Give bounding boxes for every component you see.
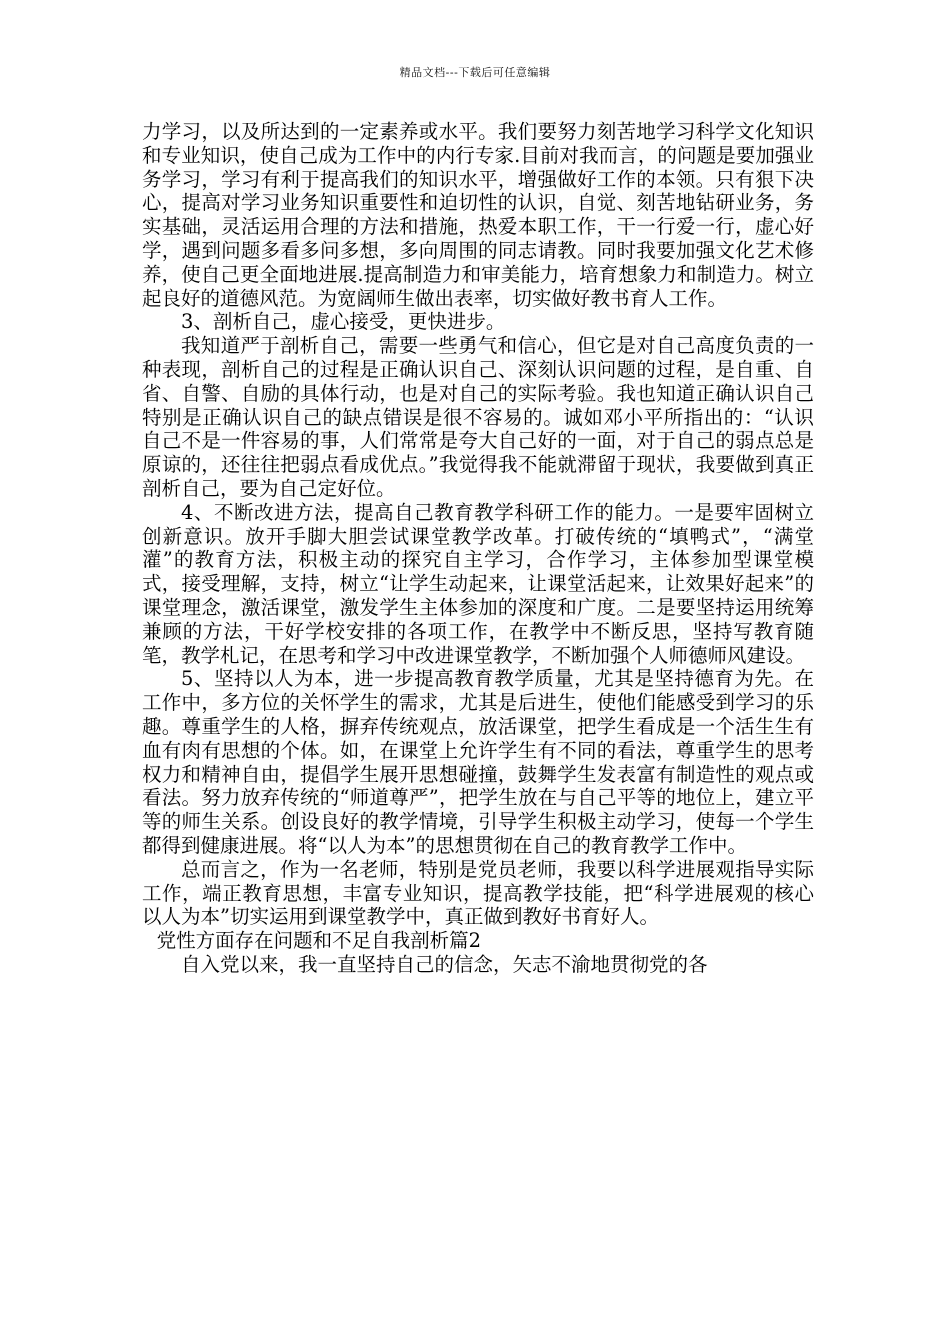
paragraph-study: 力学习，以及所达到的一定素养或水平。我们要努力刻苦地学习科学文化知识和专业知识，使自己成为工作中的内行专家.目前对我而言，的问题是要加强业务学习，学习有利于提高我们的知识水平，增强做好工作的本领。只有狠下决心，提高对学习业务知识重要性和迫切性的认识，自觉、刻苦地钻研业务，务实基础，灵活运用合理的方法和措施，热爱本职工作，干一行爱一行，虚心好学，遇到问题多看多问多想，多向周围的同志请教。同时我要加强文化艺术修养，使自己更全面地进展.提高制造力和审美能力，培育想象力和制造力。树立起良好的道德风范。为宽阔师生做出表率，切实做好教书育人工作。 [142,120,814,310]
paragraph-self-analysis: 我知道严于剖析自己，需要一些勇气和信心，但它是对自己高度负责的一种表现，剖析自己的过程是正确认识自己、深刻认识问题的过程，是自重、自省、自警、自励的具体行动，也是对自己的实际考验。我也知道正确认识自己特别是正确认识自己的缺点错误是很不容易的。诚如邓小平所指出的：“认识自己不是一件容易的事，人们常常是夸大自己好的一面，对于自己的弱点总是原谅的，还往往把弱点看成优点。”我觉得我不能就滞留于现状，我要做到真正剖析自己，要为自己定好位。 [142,334,814,500]
article-title-part-2: 党性方面存在问题和不足自我剖析篇2 [156,929,482,953]
page-header: 精品文档---下载后可任意编辑 [399,66,551,79]
paragraph-improve-methods: 4、不断改进方法，提高自己教育教学科研工作的能力。一是要牢固树立创新意识。放开手脚大胆尝试课堂教学改革。打破传统的“填鸭式”，“满堂灌”的教育方法，积极主动的探究自主学习，合作学习，主体参加型课堂模式，接受理解，支持，树立“让学生动起来，让课堂活起来，让效果好起来”的课堂理念，激活课堂，激发学生主体参加的深度和广度。二是要坚持运用统筹兼顾的方法，干好学校安排的各项工作，在教学中不断反思，坚持写教育随笔，教学札记，在思考和学习中改进课堂教学，不断加强个人师德师风建设。 [142,500,814,667]
paragraph-conclusion: 总而言之，作为一名老师，特别是党员老师，我要以科学进展观指导实际工作，端正教育思想，丰富专业知识，提高教学技能，把“科学进展观的核心以人为本”切实运用到课堂教学中，真正做到教好书育好人。 [142,857,814,929]
section-heading-3: 3、剖析自己，虚心接受，更快进步。 [181,310,506,334]
document-body [142,120,814,977]
paragraph-people-oriented: 5、坚持以人为本，进一步提高教育教学质量，尤其是坚持德育为先。在工作中，多方位的关怀学生的需求，尤其是后进生，使他们能感受到学习的乐趣。尊重学生的人格，摒弃传统观点，放活课堂，把学生看成是一个活生生有血有肉有思想的个体。如，在课堂上允许学生有不同的看法，尊重学生的思考权力和精神自由，提倡学生展开思想碰撞，鼓舞学生发表富有制造性的观点或看法。努力放弃传统的“师道尊严”，把学生放在与自己平等的地位上，建立平等的师生关系。创设良好的教学情境，引导学生积极主动学习，使每一个学生都得到健康进展。将“以人为本”的思想贯彻在自己的教育教学工作中。 [142,667,814,857]
paragraph-part-2-intro: 自入党以来，我一直坚持自己的信念，矢志不渝地贯彻党的各 [181,952,708,976]
